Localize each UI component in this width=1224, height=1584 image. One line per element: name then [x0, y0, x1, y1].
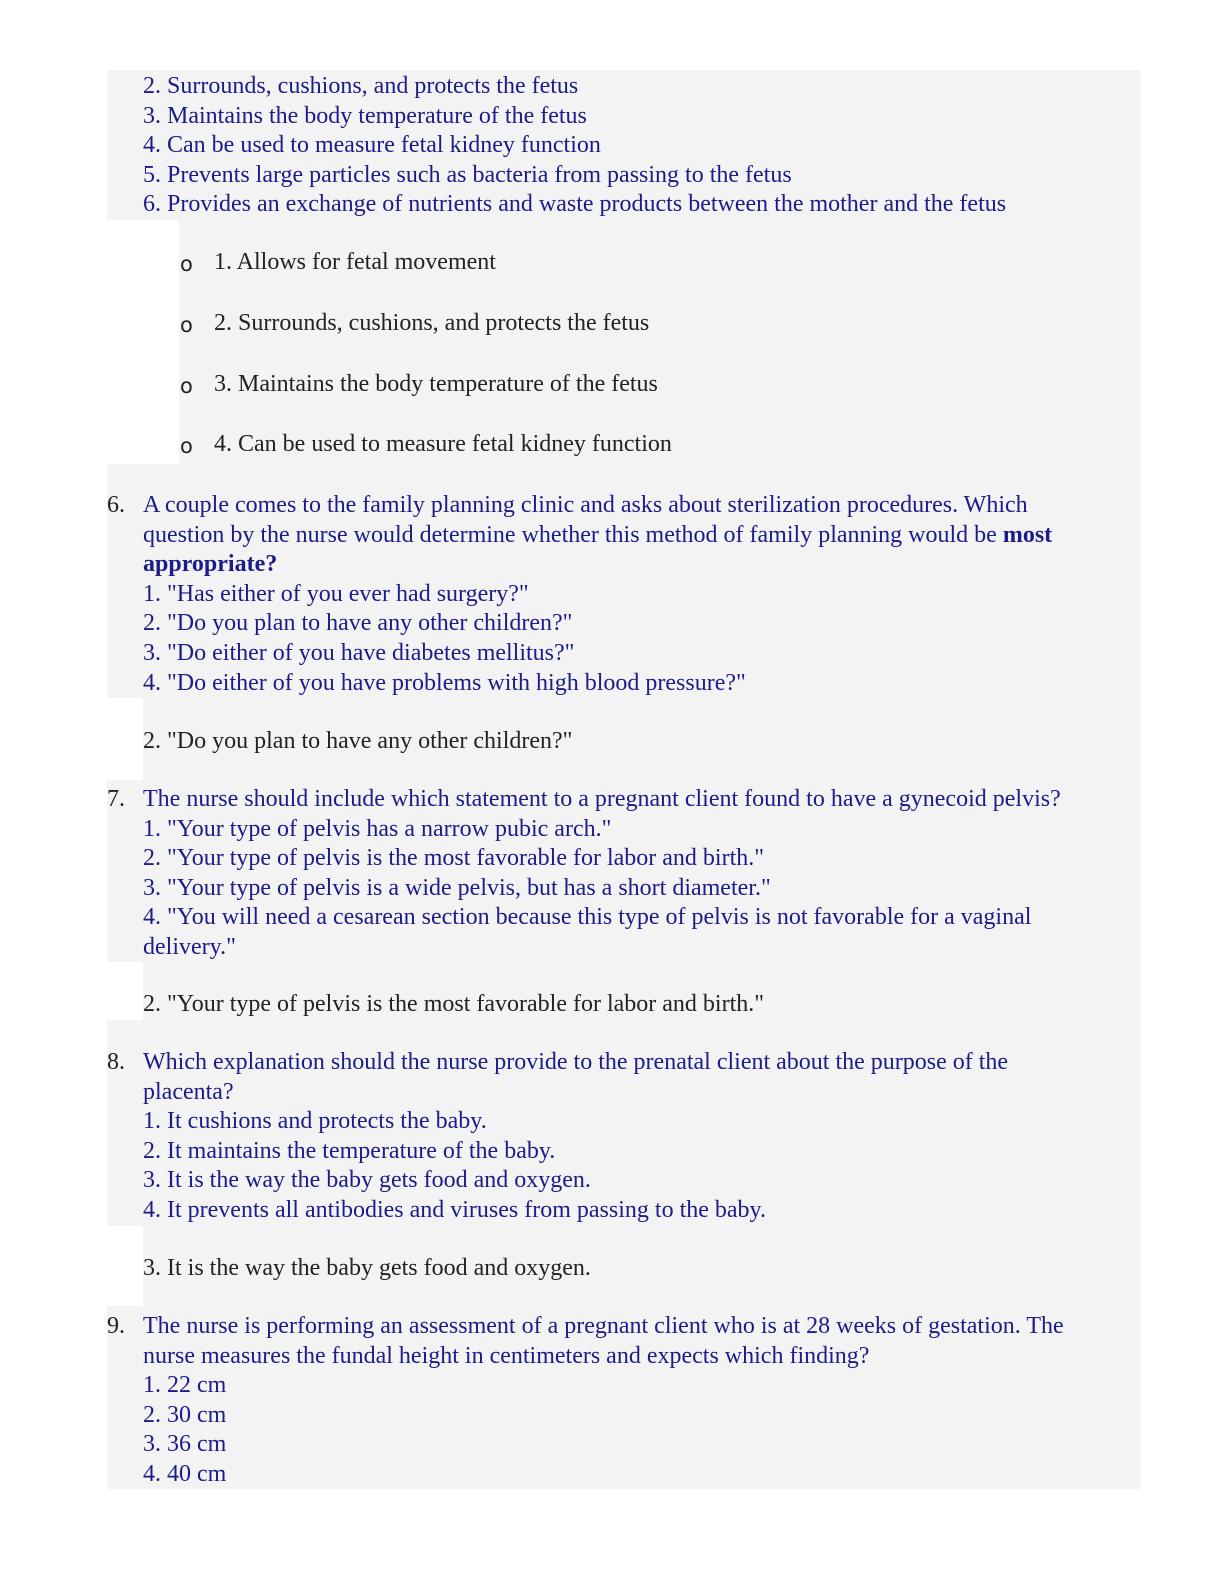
option-line: 2. Surrounds, cushions, and protects the fetus — [143, 73, 579, 99]
answer-bullet-text: 4. Can be used to measure fetal kidney function — [214, 431, 672, 457]
option-line: 2. "Your type of pelvis is the most favorable for labor and birth." — [143, 845, 765, 872]
question-stem-line — [143, 550, 1052, 580]
question-stem: The nurse is performing an assessment of a pregnant client who is at 28 weeks of gestation. The — [143, 1313, 1064, 1339]
option-line: 3. "Do either of you have diabetes mellitus?" — [143, 639, 575, 666]
answer-line: 3. It is the way the baby gets food and oxygen. — [143, 1255, 591, 1281]
question-6 — [107, 491, 1053, 698]
option-line: 1. "Has either of you ever had surgery?" — [143, 580, 529, 607]
option-line: 4. It prevents all antibodies and viruses from passing to the baby. — [143, 1196, 766, 1223]
option-line: 1. "Your type of pelvis has a narrow pubic arch." — [143, 815, 612, 842]
option-line: 1. 22 cm — [143, 1372, 227, 1399]
answer-line: 2. "Your type of pelvis is the most favorable for labor and birth." — [143, 991, 765, 1017]
option-line: 1. It cushions and protects the baby. — [143, 1108, 487, 1135]
emphasis-text: appropriate? — [143, 551, 278, 578]
bullet-marker: o — [180, 313, 193, 337]
option-line: 4. Can be used to measure fetal kidney function — [143, 132, 601, 159]
answer-bullet-text: 2. Surrounds, cushions, and protects the fetus — [214, 310, 650, 336]
answer-bullet-text: 3. Maintains the body temperature of the fetus — [214, 371, 658, 397]
option-line: 3. "Your type of pelvis is a wide pelvis, but has a short diameter." — [143, 874, 771, 901]
answer-line: 2. "Do you plan to have any other children?" — [143, 728, 573, 754]
option-line: 5. Prevents large particles such as bacteria from passing to the fetus — [143, 161, 792, 188]
answer-bullet-text: 1. Allows for fetal movement — [214, 249, 496, 275]
question-stem: question by the nurse would determine whether this method of family planning would be — [143, 521, 997, 548]
question-stem: A couple comes to the family planning clinic and asks about sterilization procedures. Which — [143, 492, 1028, 518]
bullet-marker: o — [180, 374, 193, 398]
option-line: 3. Maintains the body temperature of the fetus — [143, 102, 587, 129]
question-8 — [107, 1048, 1009, 1226]
option-line: 4. "Do either of you have problems with high blood pressure?" — [143, 669, 746, 696]
option-line: 4. "You will need a cesarean section because this type of pelvis is not favorable for a vaginal — [143, 904, 1032, 931]
question-number: 9. — [107, 1313, 125, 1339]
option-line: 6. Provides an exchange of nutrients and waste products between the mother and the fetus — [143, 191, 1007, 218]
question-number: 7. — [107, 786, 125, 812]
question-9 — [107, 1312, 1064, 1490]
option-line: 4. 40 cm — [143, 1460, 227, 1487]
question-7 — [107, 785, 1061, 963]
option-line: 2. 30 cm — [143, 1401, 227, 1428]
question-stem: The nurse should include which statement to a pregnant client found to have a gynecoid pelvis? — [143, 786, 1061, 812]
question-stem: nurse measures the fundal height in centimeters and expects which finding? — [143, 1342, 870, 1369]
question-number: 8. — [107, 1049, 125, 1075]
option-line: 3. 36 cm — [143, 1431, 227, 1458]
emphasis-text: most — [1002, 521, 1053, 548]
top-options — [143, 72, 1006, 220]
bullet-marker: o — [180, 252, 193, 276]
option-line: delivery." — [143, 933, 236, 960]
question-number: 6. — [107, 492, 125, 518]
question-stem: Which explanation should the nurse provide to the prenatal client about the purpose of the — [143, 1049, 1009, 1075]
question-stem: placenta? — [143, 1078, 234, 1105]
question-stem-line — [143, 521, 1052, 551]
option-line: 2. "Do you plan to have any other children?" — [143, 610, 573, 637]
bullet-marker: o — [180, 434, 193, 458]
option-line: 2. It maintains the temperature of the baby. — [143, 1137, 556, 1164]
option-line: 3. It is the way the baby gets food and oxygen. — [143, 1167, 591, 1194]
